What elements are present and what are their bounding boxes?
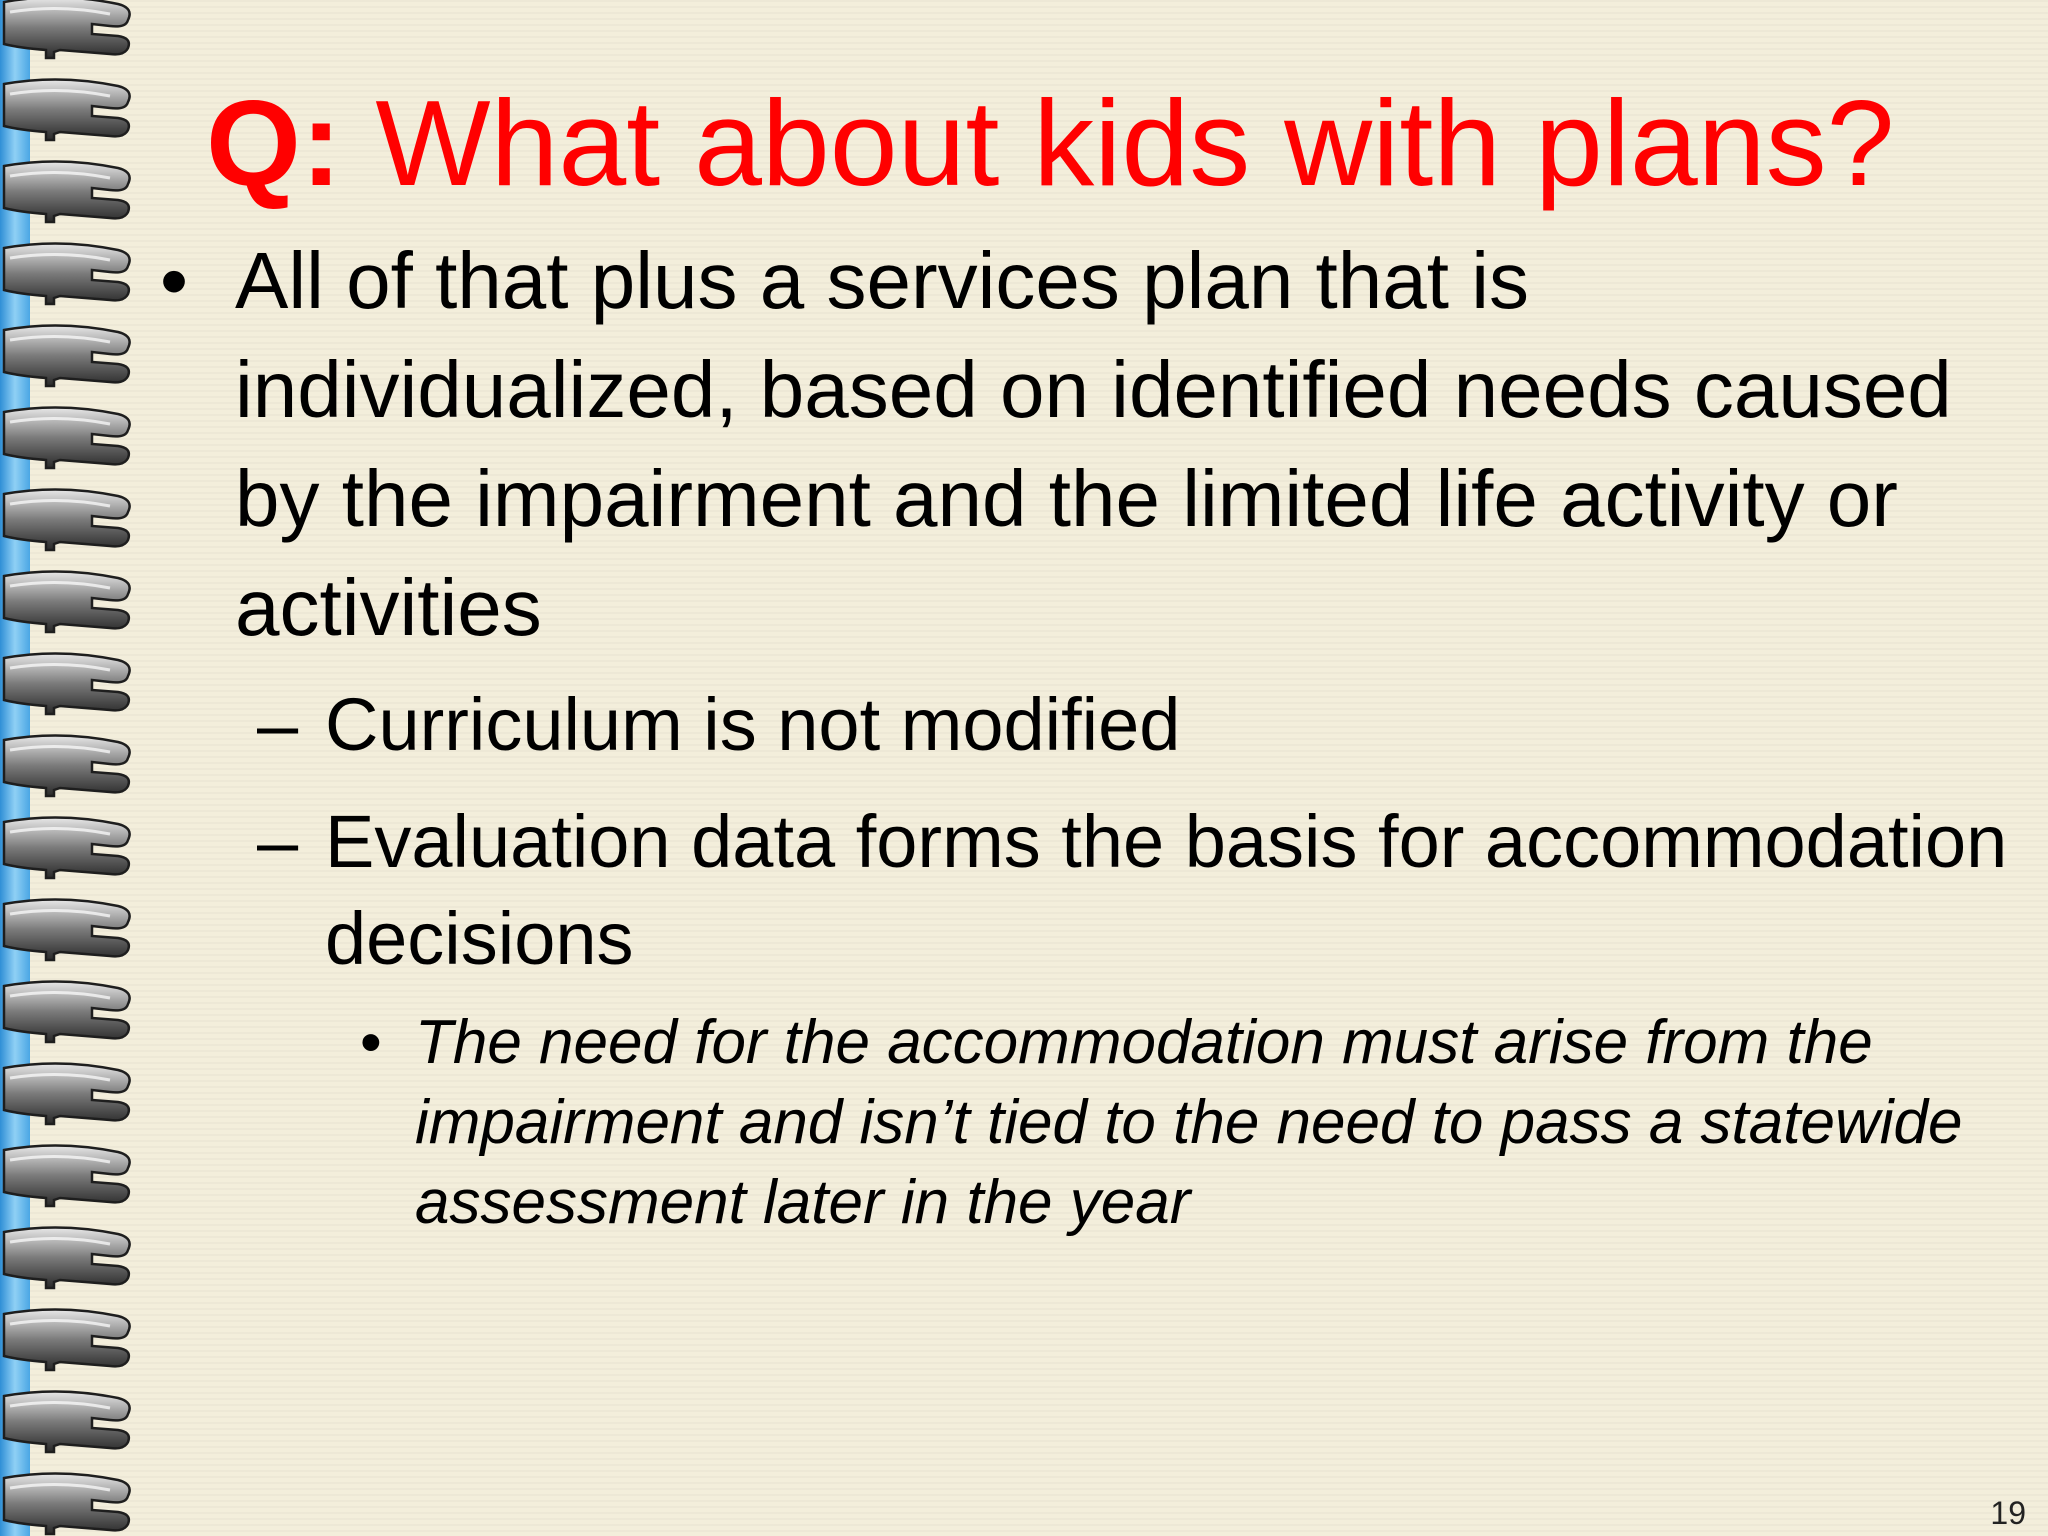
sub-bullet-item: [150, 793, 2010, 987]
sub-sub-bullet-item: [150, 1003, 2048, 1243]
bullet-text: All of that plus a services plan that is individualized, based on identified needs caused by the impairment and the limited life activity or activities: [235, 236, 1952, 652]
spiral-binding-icon: [0, 0, 140, 1536]
dash-marker: –: [257, 800, 299, 883]
slide-body: [150, 226, 2010, 1243]
sub-bullet-item: [150, 676, 2010, 773]
sub-bullet-text: Curriculum is not modified: [325, 683, 1181, 766]
sub-bullet-text: Evaluation data forms the basis for accommodation decisions: [325, 800, 2008, 980]
slide-title: [206, 75, 2006, 211]
bullet-marker: •: [360, 1008, 382, 1077]
title-text: What about kids with plans?: [341, 75, 1895, 211]
dash-marker: –: [257, 683, 299, 766]
sub-sub-bullet-text: The need for the accommodation must arise from the impairment and isn’t tied to the need to pass a statewide assessment later in the year: [415, 1008, 1963, 1237]
page-number: 19: [1990, 1495, 2026, 1531]
title-q-label: Q:: [206, 75, 342, 211]
bullet-marker: •: [160, 236, 189, 325]
bullet-item: [150, 226, 2010, 662]
